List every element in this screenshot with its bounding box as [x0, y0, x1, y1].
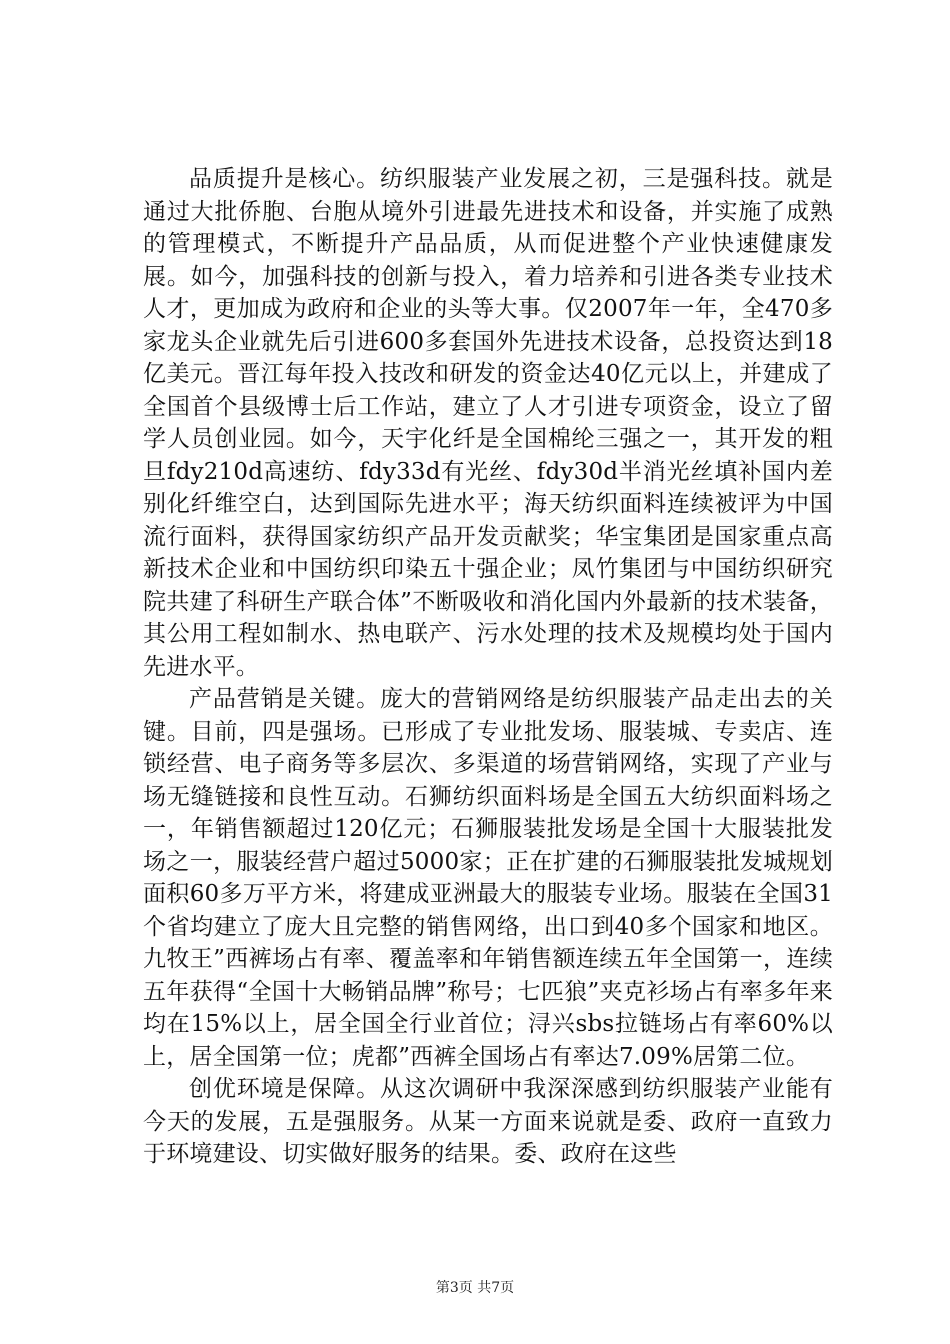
document-body — [143, 163, 833, 1171]
paragraph-technology: 品质提升是核心。纺织服装产业发展之初，三是强科技。就是通过大批侨胞、台胞从境外引进最先进技术和设备，并实施了成熟的管理模式，不断提升产品品质，从而促进整个产业快速健康发展。如今，加强科技的创新与投入，着力培养和引进各类专业技术人才，更加成为政府和企业的头等大事。仅2007年一年，全470多家龙头企业就先后引进600多套国外先进技术设备，总投资达到18亿美元。晋江每年投入技改和研发的资金达40亿元以上，并建成了全国首个县级博士后工作站，建立了人才引进专项资金，设立了留学人员创业园。如今，天宇化纤是全国棉纶三强之一，其开发的粗旦fdy210d高速纺、fdy33d有光丝、fdy30d半消光丝填补国内差别化纤维空白，达到国际先进水平；海天纺织面料连续被评为中国流行面料，获得国家纺织产品开发贡献奖；华宝集团是国家重点高新技术企业和中国纺织印染五十强企业；凤竹集团与中国纺织研究院共建了科研生产联合体”不断吸收和消化国内外最新的技术装备，其公用工程如制水、热电联产、污水处理的技术及规模均处于国内先进水平。 — [143, 166, 833, 680]
page-footer: 第3页 共7页 — [435, 1280, 515, 1296]
paragraph-environment: 创优环境是保障。从这次调研中我深深感到纺织服装产业能有今天的发展，五是强服务。从某一方面来说就是委、政府一直致力于环境建设、切实做好服务的结果。委、政府在这些 — [143, 1076, 833, 1167]
paragraph-marketing: 产品营销是关键。庞大的营销网络是纺织服装产品走出去的关键。目前，四是强场。已形成了专业批发场、服装城、专卖店、连锁经营、电子商务等多层次、多渠道的场营销网络，实现了产业与场无缝链接和良性互动。石狮纺织面料场是全国五大纺织面料场之一，年销售额超过120亿元；石狮服装批发场是全国十大服装批发场之一，服装经营户超过5000家；正在扩建的石狮服装批发城规划面积60多万平方米，将建成亚洲最大的服装专业场。服装在全国31个省均建立了庞大且完整的销售网络，出口到40多个国家和地区。九牧王”西裤场占有率、覆盖率和年销售额连续五年全国第一，连续五年获得“全国十大畅销品牌”称号；七匹狼”夹克衫场占有率多年来均在15%以上，居全国全行业首位；浔兴sbs拉链场占有率60%以上，居全国第一位；虎都”西裤全国场占有率达7.09%居第二位。 — [143, 686, 833, 1070]
